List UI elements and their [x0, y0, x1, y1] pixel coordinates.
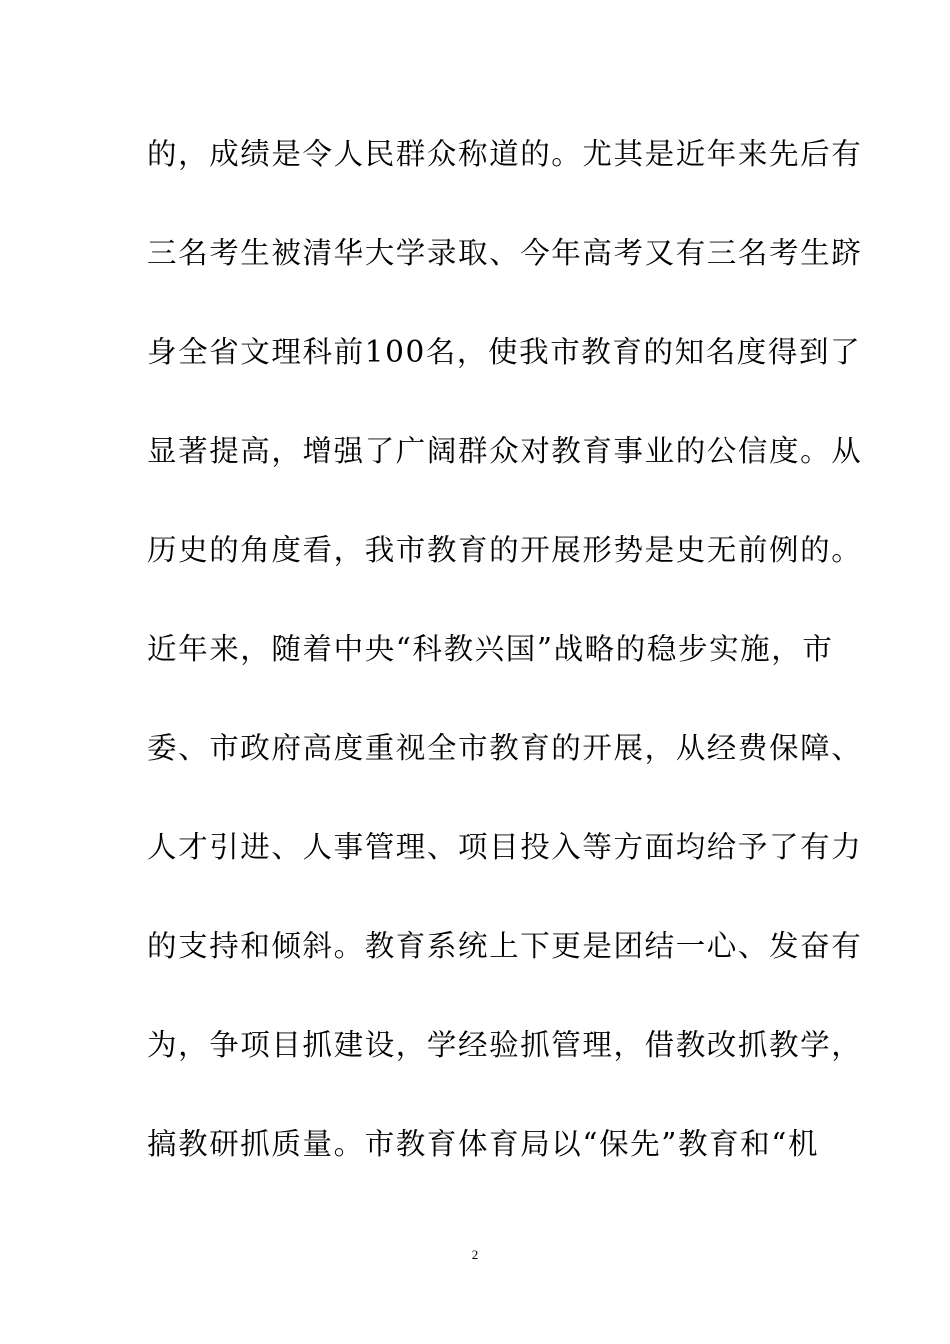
text-line: 的支持和倾斜。教育系统上下更是团结一心、发奋有: [147, 929, 863, 963]
text-line: 的，成绩是令人民群众称道的。尤其是近年来先后有: [147, 137, 863, 171]
text-line: 为，争项目抓建设，学经验抓管理，借教改抓教学，: [147, 1028, 863, 1062]
text-line: 委、市政府高度重视全市教育的开展，从经费保障、: [147, 731, 863, 765]
text-line: 人才引进、人事管理、项目投入等方面均给予了有力: [147, 830, 863, 864]
text-line: 近年来，随着中央“科教兴国”战略的稳步实施，市: [147, 632, 834, 666]
text-line: 身全省文理科前100名，使我市教育的知名度得到了: [147, 335, 862, 369]
body-text: [147, 126, 863, 1215]
page-number: 2: [471, 1247, 479, 1262]
text-line: 历史的角度看，我市教育的开展形势是史无前例的。: [147, 533, 863, 567]
text-line: 显著提高，增强了广阔群众对教育事业的公信度。从: [147, 434, 863, 468]
text-line: 搞教研抓质量。市教育体育局以“保先”教育和“机: [147, 1127, 820, 1161]
text-line: 三名考生被清华大学录取、今年高考又有三名考生跻: [147, 236, 863, 270]
